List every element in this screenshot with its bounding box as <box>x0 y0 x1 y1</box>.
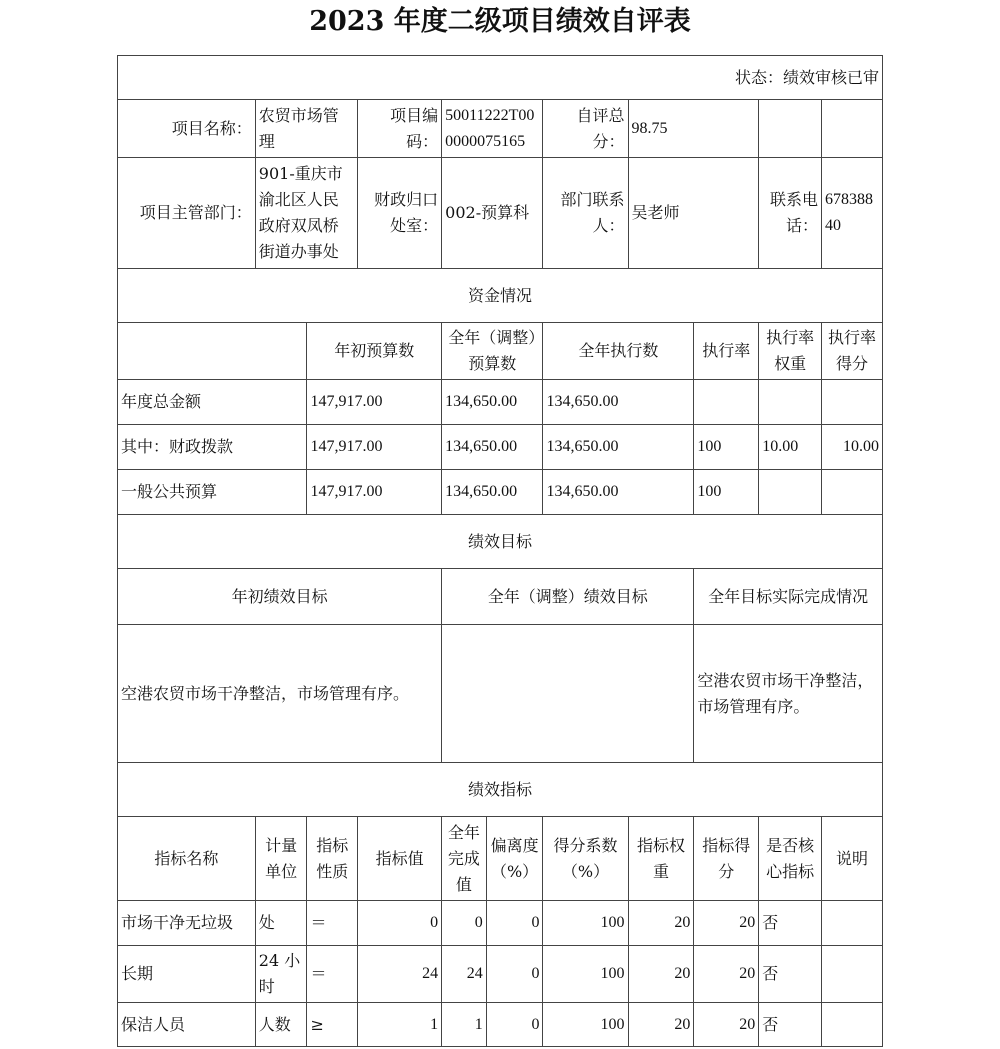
ind-unit: 24 小时 <box>255 946 307 1003</box>
status-text: 状态：绩效审核已审 <box>118 56 883 100</box>
ind-header-weight: 指标权重 <box>628 817 694 901</box>
goal-actual-text: 空港农贸市场干净整洁，市场管理有序。 <box>694 625 883 763</box>
indicators-section-title: 绩效指标 <box>118 763 883 817</box>
evaluation-table <box>117 55 883 1047</box>
funds-row-score <box>822 380 883 425</box>
ind-name: 长期 <box>118 946 256 1003</box>
ind-actual: 1 <box>442 1003 487 1047</box>
funds-row-initial: 147,917.00 <box>307 470 442 515</box>
funds-row-executed: 134,650.00 <box>543 425 694 470</box>
ind-header-nature: 指标性质 <box>307 817 358 901</box>
funds-header-blank <box>118 323 307 380</box>
contact-value: 吴老师 <box>628 158 759 269</box>
funds-row-score: 10.00 <box>822 425 883 470</box>
indicator-row <box>118 1003 883 1047</box>
finance-office-value: 002-预算科 <box>442 158 543 269</box>
ind-deviation: 0 <box>486 901 543 946</box>
ind-name: 保洁人员 <box>118 1003 256 1047</box>
contact-label: 部门联系人： <box>543 158 628 269</box>
goals-header-adjusted: 全年（调整）绩效目标 <box>442 569 694 625</box>
ind-deviation: 0 <box>486 946 543 1003</box>
ind-value: 1 <box>358 1003 442 1047</box>
ind-note <box>822 901 883 946</box>
ind-header-actual: 全年完成值 <box>442 817 487 901</box>
self-score-label: 自评总分： <box>543 100 628 158</box>
goals-header-actual: 全年目标实际完成情况 <box>694 569 883 625</box>
project-name-value: 农贸市场管理 <box>255 100 357 158</box>
project-code-value: 50011222T000000075165 <box>442 100 543 158</box>
self-score-value: 98.75 <box>628 100 759 158</box>
funds-row-label: 一般公共预算 <box>118 470 307 515</box>
funds-row-rate: 100 <box>694 425 759 470</box>
ind-score: 20 <box>694 901 759 946</box>
funds-row-executed: 134,650.00 <box>543 380 694 425</box>
ind-weight: 20 <box>628 1003 694 1047</box>
goals-section-title: 绩效目标 <box>118 515 883 569</box>
ind-core: 否 <box>759 1003 822 1047</box>
ind-deviation: 0 <box>486 1003 543 1047</box>
ind-header-name: 指标名称 <box>118 817 256 901</box>
ind-nature: ＝ <box>307 946 358 1003</box>
ind-score: 20 <box>694 1003 759 1047</box>
ind-header-note: 说明 <box>822 817 883 901</box>
funds-row-label: 其中：财政拨款 <box>118 425 307 470</box>
ind-coef: 100 <box>543 1003 628 1047</box>
funds-row-weight <box>759 380 822 425</box>
ind-note <box>822 946 883 1003</box>
ind-header-value: 指标值 <box>358 817 442 901</box>
page-title: 2023 年度二级项目绩效自评表 <box>309 6 691 37</box>
empty-cell <box>759 100 822 158</box>
ind-coef: 100 <box>543 946 628 1003</box>
ind-unit: 人数 <box>255 1003 307 1047</box>
ind-actual: 0 <box>442 901 487 946</box>
funds-row-weight <box>759 470 822 515</box>
ind-header-unit: 计量单位 <box>255 817 307 901</box>
funds-row-rate <box>694 380 759 425</box>
dept-value: 901-重庆市渝北区人民政府双凤桥街道办事处 <box>255 158 357 269</box>
funds-row-adjusted: 134,650.00 <box>442 425 543 470</box>
ind-value: 24 <box>358 946 442 1003</box>
ind-note <box>822 1003 883 1047</box>
funds-header-adjusted: 全年（调整）预算数 <box>442 323 543 380</box>
ind-header-coef: 得分系数（%） <box>543 817 628 901</box>
goal-adjusted-text <box>442 625 694 763</box>
funds-row-adjusted: 134,650.00 <box>442 470 543 515</box>
ind-header-score: 指标得分 <box>694 817 759 901</box>
funds-row-score <box>822 470 883 515</box>
funds-header-initial: 年初预算数 <box>307 323 442 380</box>
ind-weight: 20 <box>628 901 694 946</box>
funds-row-executed: 134,650.00 <box>543 470 694 515</box>
phone-value: 67838840 <box>822 158 883 269</box>
ind-unit: 处 <box>255 901 307 946</box>
funds-row-rate: 100 <box>694 470 759 515</box>
funds-header-executed: 全年执行数 <box>543 323 694 380</box>
indicator-row <box>118 946 883 1003</box>
ind-nature: ≥ <box>307 1003 358 1047</box>
funds-row-adjusted: 134,650.00 <box>442 380 543 425</box>
ind-value: 0 <box>358 901 442 946</box>
ind-coef: 100 <box>543 901 628 946</box>
goal-initial-text: 空港农贸市场干净整洁，市场管理有序。 <box>118 625 442 763</box>
ind-header-core: 是否核心指标 <box>759 817 822 901</box>
funds-row-initial: 147,917.00 <box>307 380 442 425</box>
funds-row <box>118 470 883 515</box>
funds-section-title: 资金情况 <box>118 269 883 323</box>
ind-header-deviation: 偏离度（%） <box>486 817 543 901</box>
funds-row <box>118 425 883 470</box>
finance-office-label: 财政归口处室： <box>358 158 442 269</box>
ind-nature: ＝ <box>307 901 358 946</box>
funds-row <box>118 380 883 425</box>
funds-row-initial: 147,917.00 <box>307 425 442 470</box>
funds-header-score: 执行率得分 <box>822 323 883 380</box>
ind-core: 否 <box>759 946 822 1003</box>
project-name-label: 项目名称： <box>118 100 256 158</box>
indicator-row <box>118 901 883 946</box>
ind-name: 市场干净无垃圾 <box>118 901 256 946</box>
funds-header-weight: 执行率权重 <box>759 323 822 380</box>
ind-weight: 20 <box>628 946 694 1003</box>
project-code-label: 项目编码： <box>358 100 442 158</box>
ind-score: 20 <box>694 946 759 1003</box>
dept-label: 项目主管部门： <box>118 158 256 269</box>
funds-row-label: 年度总金额 <box>118 380 307 425</box>
ind-actual: 24 <box>442 946 487 1003</box>
goals-header-initial: 年初绩效目标 <box>118 569 442 625</box>
phone-label: 联系电话： <box>759 158 822 269</box>
funds-row-weight: 10.00 <box>759 425 822 470</box>
empty-cell <box>822 100 883 158</box>
ind-core: 否 <box>759 901 822 946</box>
funds-header-rate: 执行率 <box>694 323 759 380</box>
